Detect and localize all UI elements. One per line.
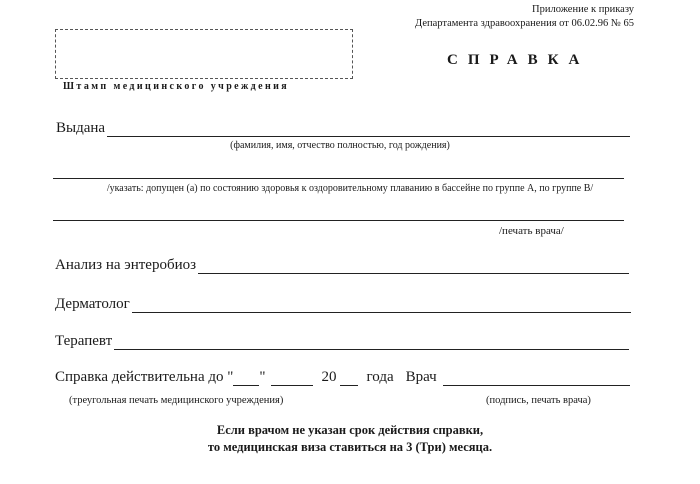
order-reference-line1: Приложение к приказу [532, 4, 634, 15]
doctor-label: Врач [405, 369, 437, 385]
admission-hint: /указать: допущен (а) по состоянию здоровья к оздоровительному плаванию в бассейне по группе А, по группе В/ [106, 183, 594, 194]
validity-prefix: Справка действительна до " [55, 369, 234, 385]
dermatologist-label: Дерматолог [55, 296, 130, 312]
validity-quote-close: " [259, 369, 266, 385]
stamp-label: Штамп медицинского учреждения [63, 81, 290, 92]
therapist-row [55, 333, 629, 350]
therapist-label: Терапевт [55, 333, 113, 349]
issued-row [56, 120, 630, 137]
validity-year-suffix: года [366, 369, 394, 385]
document-title: СПРАВКА [447, 52, 590, 68]
validity-year-prefix: 20 [321, 369, 337, 385]
order-reference [415, 3, 634, 31]
stamp-box [55, 29, 353, 79]
admission-field[interactable] [53, 177, 624, 179]
enterobiosis-row [55, 257, 629, 274]
therapist-field[interactable] [114, 335, 629, 350]
issued-hint: (фамилия, имя, отчество полностью, год рождения) [230, 140, 450, 151]
validity-day-field[interactable] [233, 371, 259, 386]
issued-label: Выдана [56, 120, 106, 136]
dermatologist-field[interactable] [132, 298, 631, 313]
triangle-seal-hint: (треугольная печать медицинского учреждения) [69, 395, 284, 406]
validity-year-field[interactable] [340, 371, 358, 386]
extra-field[interactable] [53, 219, 624, 221]
enterobiosis-label: Анализ на энтеробиоз [55, 257, 197, 273]
issued-field[interactable] [107, 122, 630, 137]
order-reference-line2: Департамента здравоохранения от 06.02.96 № 65 [415, 18, 634, 29]
doctor-signature-field[interactable] [443, 371, 630, 386]
validity-row [55, 369, 630, 386]
validity-note [0, 422, 700, 456]
signature-hint: (подпись, печать врача) [486, 395, 591, 406]
validity-note-line2: то медицинская виза ставиться на 3 (Три) месяца. [207, 440, 493, 454]
validity-note-line1: Если врачом не указан срок действия справки, [216, 423, 484, 437]
doctor-seal-hint: /печать врача/ [499, 225, 564, 237]
dermatologist-row [55, 296, 631, 313]
validity-month-field[interactable] [271, 371, 313, 386]
enterobiosis-field[interactable] [198, 259, 629, 274]
